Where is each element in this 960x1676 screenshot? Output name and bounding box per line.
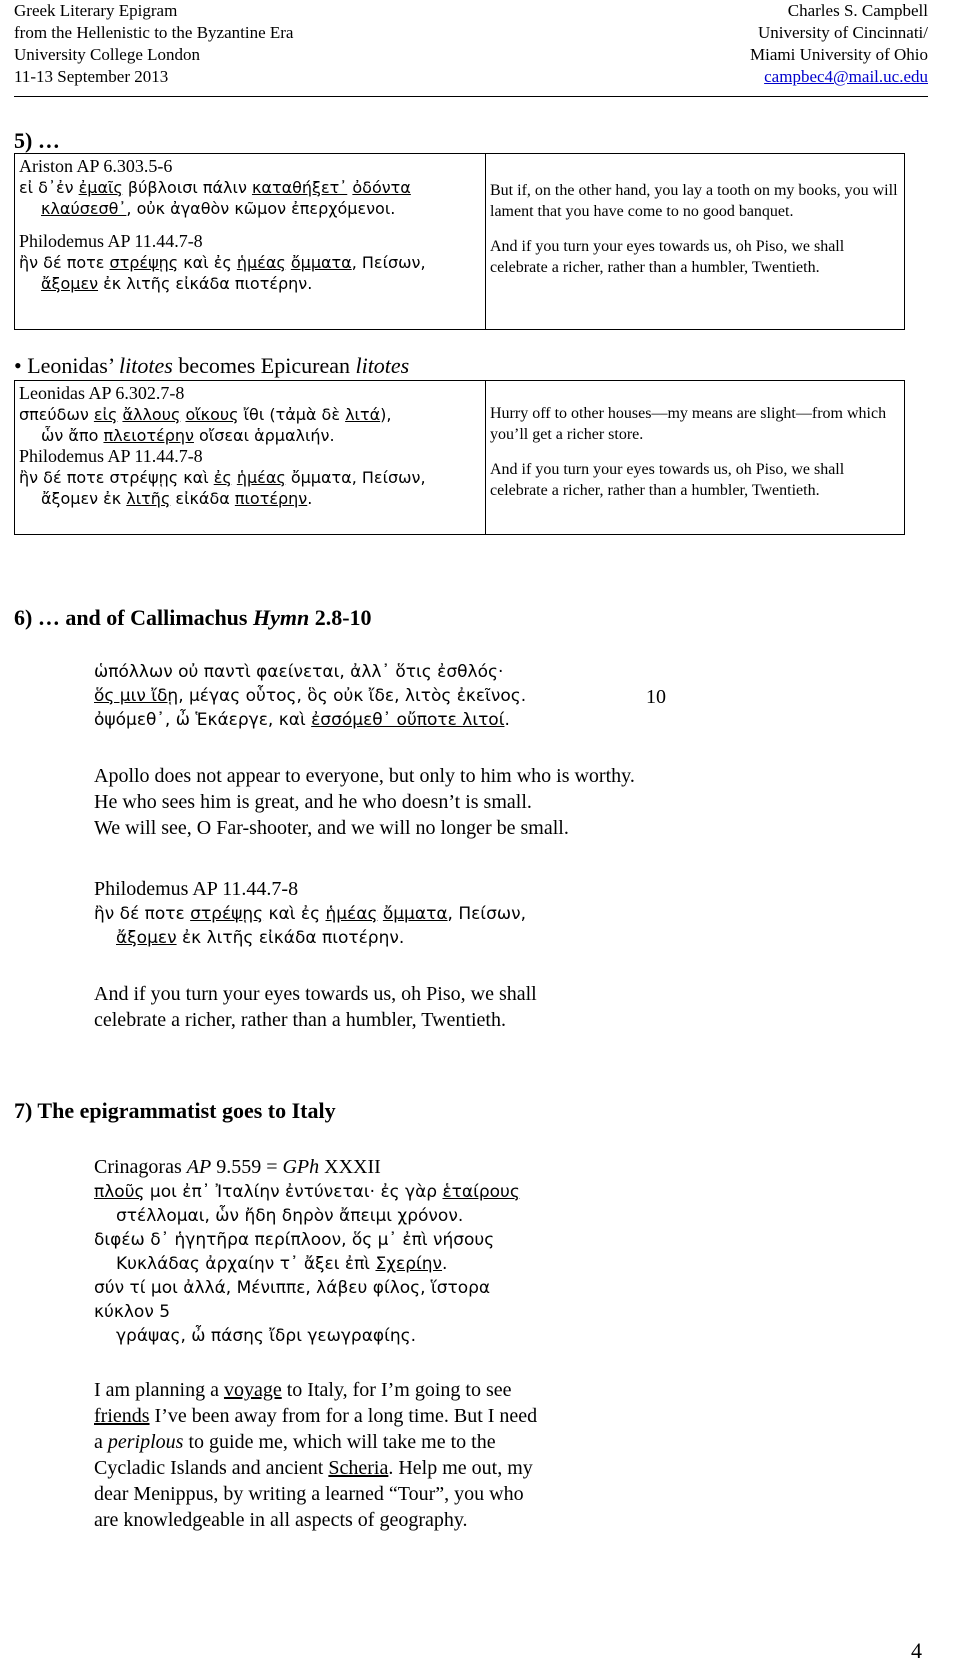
greek-column: [15, 381, 486, 535]
philodemus-block: [94, 876, 526, 950]
greek-line: ὀψόμεθ᾽, ὦ Ἑκάεργε, καὶ ἐσσόμεθ᾽ οὔποτε λιτοί.: [94, 710, 510, 730]
translation-line: friends I’ve been away from for a long time. But I need: [94, 1405, 538, 1427]
translation-line: a periplous to guide me, which will take me to the: [94, 1431, 496, 1453]
comparison-table-2: [14, 380, 905, 535]
translation-line: are knowledgeable in all aspects of geography.: [94, 1509, 468, 1531]
translation-line: Cycladic Islands and ancient Scheria. Help me out, my: [94, 1457, 533, 1479]
translation-text: But if, on the other hand, you lay a tooth on my books, you will lament that you have come to no good banquet.: [490, 182, 898, 220]
author-affiliation-2: Miami University of Ohio: [749, 45, 928, 64]
philodemus-translation: [94, 981, 537, 1033]
greek-line: ἢν δέ ποτε στρέψῃς καὶ ἐς ἡμέας ὄμματα, Πείσων,: [19, 468, 426, 487]
author-name: Charles S. Campbell: [787, 1, 928, 20]
header-divider: [14, 96, 928, 97]
source-citation: Philodemus AP 11.44.7-8: [94, 878, 299, 900]
translation-text: And if you turn your eyes towards us, oh Piso, we shall celebrate a richer, rather than a humbler, Twentieth.: [490, 238, 845, 276]
hymn-translation: [94, 763, 635, 841]
crinagoras-block: [94, 1154, 520, 1348]
comparison-table-1: [14, 153, 905, 330]
greek-line: ὡπόλλων οὐ παντὶ φαείνεται, ἀλλ᾽ ὅτις ἐσθλός·: [94, 662, 504, 682]
section-6-heading: 6) … and of Callimachus Hymn 2.8-10: [14, 605, 372, 630]
author-affiliation-1: University of Cincinnati/: [758, 23, 928, 42]
page-number: 4: [911, 1638, 922, 1663]
greek-line: ἢν δέ ποτε στρέψῃς καὶ ἐς ἡμέας ὄμματα, Πείσων,: [94, 904, 526, 924]
line-number: 10: [646, 686, 666, 708]
greek-line: σύν τί μοι ἀλλά, Μένιππε, λάβευ φίλος, ἵστορα: [94, 1278, 491, 1298]
greek-line: κύκλον 5: [94, 1302, 171, 1322]
section-5-heading: 5) …: [14, 128, 60, 153]
header-left: [14, 0, 293, 88]
greek-line: πλοῦς μοι ἐπ᾽ Ἰταλίην ἐντύνεται· ἐς γὰρ ἑταίρους: [94, 1182, 520, 1202]
conference-venue: University College London: [14, 45, 201, 64]
translation-line: Apollo does not appear to everyone, but only to him who is worthy.: [94, 765, 635, 787]
greek-column: [15, 154, 486, 330]
crinagoras-translation: [94, 1377, 537, 1533]
greek-line: ἄξομεν ἐκ λιτῆς εἰκάδα πιοτέρην.: [41, 489, 313, 508]
source-citation: Leonidas AP 6.302.7-8: [19, 383, 185, 403]
source-citation: Philodemus AP 11.44.7-8: [19, 446, 203, 466]
greek-line: ὧν ἄπο πλειοτέρην οἴσεαι ἁρμαλιήν.: [41, 426, 335, 445]
translation-line: We will see, O Far-shooter, and we will no longer be small.: [94, 817, 569, 839]
greek-line: σπεύδων εἰς ἄλλους οἴκους ἴθι (τἀμὰ δὲ λιτά),: [19, 405, 392, 424]
translation-column: [486, 381, 905, 535]
conference-title: Greek Literary Epigram: [14, 1, 178, 20]
translation-line: I am planning a voyage to Italy, for I’m going to see: [94, 1379, 512, 1401]
greek-line: εἰ δ᾽ἐν ἐμαῖς βύβλοισι πάλιν καταθήξετ᾽ ὀδόντα: [19, 178, 411, 197]
source-citation: Ariston AP 6.303.5-6: [19, 156, 173, 176]
translation-column: [486, 154, 905, 330]
header-right: [750, 0, 928, 88]
greek-line: ἢν δέ ποτε στρέψῃς καὶ ἐς ἡμέας ὄμματα, Πείσων,: [19, 253, 426, 272]
translation-text: And if you turn your eyes towards us, oh Piso, we shall celebrate a richer, rather than a humbler, Twentieth.: [490, 461, 845, 499]
greek-line: ἄξομεν ἐκ λιτῆς εἰκάδα πιοτέρην.: [116, 928, 405, 948]
translation-line: dear Menippus, by writing a learned “Tour”, you who: [94, 1483, 524, 1505]
conference-subtitle: from the Hellenistic to the Byzantine Era: [14, 23, 294, 42]
translation-text: Hurry off to other houses—my means are slight—from which you’ll get a richer store.: [490, 405, 887, 443]
greek-line: γράψας, ὦ πάσης ἴδρι γεωγραφίης.: [116, 1326, 417, 1346]
source-citation: Crinagoras AP 9.559 = GPh XXXII: [94, 1156, 381, 1178]
translation-line: And if you turn your eyes towards us, oh Piso, we shall: [94, 983, 537, 1005]
greek-line: διφέω δ᾽ ἡγητῆρα περίπλοον, ὅς μ᾽ ἐπὶ νήσους: [94, 1230, 495, 1250]
greek-line: ἄξομεν ἐκ λιτῆς εἰκάδα πιοτέρην.: [41, 274, 313, 293]
conference-date: 11-13 September 2013: [14, 67, 169, 86]
greek-line: ὅς μιν ἴδῃ, μέγας οὗτος, ὃς οὐκ ἴδε, λιτὸς ἐκεῖνος.: [94, 686, 527, 706]
section-7-heading: 7) The epigrammatist goes to Italy: [14, 1098, 336, 1123]
greek-line: στέλλομαι, ὧν ἤδη δηρὸν ἄπειμι χρόνον.: [116, 1206, 464, 1226]
translation-line: He who sees him is great, and he who doesn’t is small.: [94, 791, 532, 813]
translation-line: celebrate a richer, rather than a humbler, Twentieth.: [94, 1009, 506, 1031]
source-citation: Philodemus AP 11.44.7-8: [19, 231, 203, 251]
bullet-point: • Leonidas’ litotes becomes Epicurean litotes: [14, 353, 410, 378]
hymn-greek-passage: [94, 660, 814, 732]
greek-line: κλαύσεσθ᾽, οὐκ ἀγαθὸν κῶμον ἐπερχόμενοι.: [41, 199, 396, 218]
greek-line: Κυκλάδας ἀρχαίην τ᾽ ἄξει ἐπὶ Σχερίην.: [116, 1254, 448, 1274]
author-email-link[interactable]: campbec4@mail.uc.edu: [764, 67, 928, 86]
